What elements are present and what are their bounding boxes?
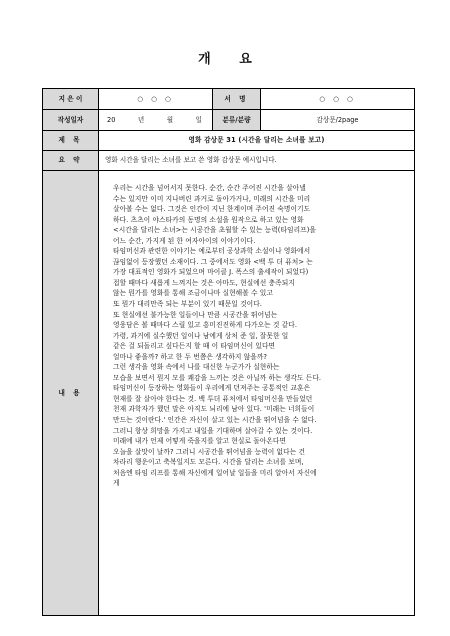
content-line: <시간을 달리는 소녀>는 시공간을 초월할 수 있는 능력(타임리프)을 <box>113 226 316 235</box>
content-line: 수는 있지만 이미 지나버린 과거로 돌아가거나, 미래의 시간을 미리 <box>113 194 311 203</box>
content-line: 끊임없이 등장했던 소재이다. 그 중에서도 영화 <백 투 더 퓨처> 는 <box>113 257 313 266</box>
content-line: 차라리 행운이고 축복일지도 모른다. 시간을 달리는 소녀를 보며, <box>113 458 304 467</box>
content-line: 가령, 과거에 실수했던 일이나 남에게 상처 준 일, 잘못한 일 <box>113 331 289 340</box>
overview-form-table <box>42 88 415 616</box>
content-line: 천재 과학자가 했던 말은 아직도 뇌리에 남아 있다. '미래는 너희들이 <box>113 405 315 414</box>
content-line: 또 뭔가 대리만족 되는 부분이 있기 때문일 것이다. <box>113 300 262 309</box>
summary-row <box>43 151 415 171</box>
subject-label: 제 목 <box>43 131 99 151</box>
content-line: 같은 걸 되돌리고 싶다든지 할 때 이 타임머신이 있다면 <box>113 342 276 351</box>
content-line: 않는 뭔가를 영화를 통해 조금이나마 실현해볼 수 있고 <box>113 289 273 298</box>
content-line: 얼마나 좋을까? 하고 한 두 번쯤은 생각하지 않을까? <box>113 352 268 361</box>
date-year-unit: 년 <box>137 115 145 124</box>
content-line: 가장 대표적인 영화가 되었으며 마이클 J. 폭스의 출세작이 되었다) <box>113 268 309 277</box>
publisher-label: 서 명 <box>213 89 261 110</box>
date-year: 20 <box>107 115 116 124</box>
date-month-unit: 월 <box>166 115 174 124</box>
category-value: 감상문/2page <box>261 110 415 131</box>
content-line: 만드는 것이란다.' 인간은 자신이 살고 있는 시간을 뛰어넘을 수 없다. <box>113 416 317 425</box>
content-line: 타임머신이 등장하는 영화들이 우리에게 던져주는 공통적인 교훈은 <box>113 384 311 393</box>
author-row <box>43 89 415 110</box>
date-value <box>99 110 213 131</box>
content-line: 하다. 츠츠이 야스타카의 동명의 소설을 원작으로 하고 있는 영화 <box>113 215 304 224</box>
content-line: 또 현실에선 불가능한 일들이나 만큼 시공간을 뛰어넘는 <box>113 310 278 319</box>
content-line: 처음엔 타임 리프를 통해 자신에게 일어날 일들을 미리 알아서 자신에 <box>113 468 317 477</box>
category-label: 분류/분량 <box>213 110 261 131</box>
content-row <box>43 171 415 616</box>
content-line: 그런 생각을 영화 속에서 나를 대신한 누군가가 실현하는 <box>113 363 280 372</box>
content-line: 우리는 시간을 넘어서지 못한다. 순간, 순간 주어진 시간을 살아낼 <box>113 184 306 192</box>
content-line: 미래에 내가 언제 어떻게 죽을지를 알고 현실로 돌아온다면 <box>113 437 287 446</box>
content-body <box>99 171 414 489</box>
content-line: 현재를 잘 살아야 한다는 것. 백 투더 퓨처에서 타임머신을 만들었던 <box>113 394 313 403</box>
author-label: 지 은 이 <box>43 89 99 110</box>
content-line: 어느 순간, 가지게 된 한 여자아이의 이야기이다. <box>113 236 256 245</box>
content-line: 살아볼 수는 없다. 그것은 인간이 지닌 한계이며 주어진 숙명이기도 <box>113 205 311 214</box>
title-char-1: 개 <box>198 52 211 67</box>
content-line: 게 <box>113 479 120 488</box>
subject-row <box>43 131 415 151</box>
title-char-2: 요 <box>239 52 252 67</box>
content-line: 오늘을 살맛이 날까? 그러니 시공간을 뛰어넘을 능력이 없다는 건 <box>113 447 306 456</box>
date-row <box>43 110 415 131</box>
content-line: 타임머신과 관련한 이야기는 예로부터 공상과학 소설이나 영화에서 <box>113 247 311 256</box>
content-line: 접할 때마다 새롭게 느껴지는 것은 아마도, 현실에선 충족되지 <box>113 278 295 287</box>
content-line: 영웅담은 볼 때마다 스릴 있고 흥미진진하게 다가오는 것 같다. <box>113 321 298 330</box>
content-line: 모습을 보면서 뭔지 모를 쾌감을 느끼는 것은 아닐까 하는 생각도 든다. <box>113 373 322 382</box>
author-value: ○ ○ ○ <box>99 89 213 110</box>
content-label: 내 용 <box>43 171 99 616</box>
date-day-unit: 일 <box>195 115 202 124</box>
content-line: 그러니 항상 희망을 가지고 내일을 기대하며 살아갈 수 있는 것이다. <box>113 426 313 435</box>
subject-value: 영화 감상문 31 (시간을 달리는 소녀를 보고) <box>99 131 415 151</box>
publisher-value: ○ ○ ○ <box>261 89 415 110</box>
summary-label: 요 약 <box>43 151 99 171</box>
document-title <box>0 48 450 67</box>
summary-value: 영화 시간을 달리는 소녀를 보고 쓴 영화 감상문 예시입니다. <box>99 151 415 171</box>
content-cell <box>99 171 415 616</box>
date-label: 작성일자 <box>43 110 99 131</box>
